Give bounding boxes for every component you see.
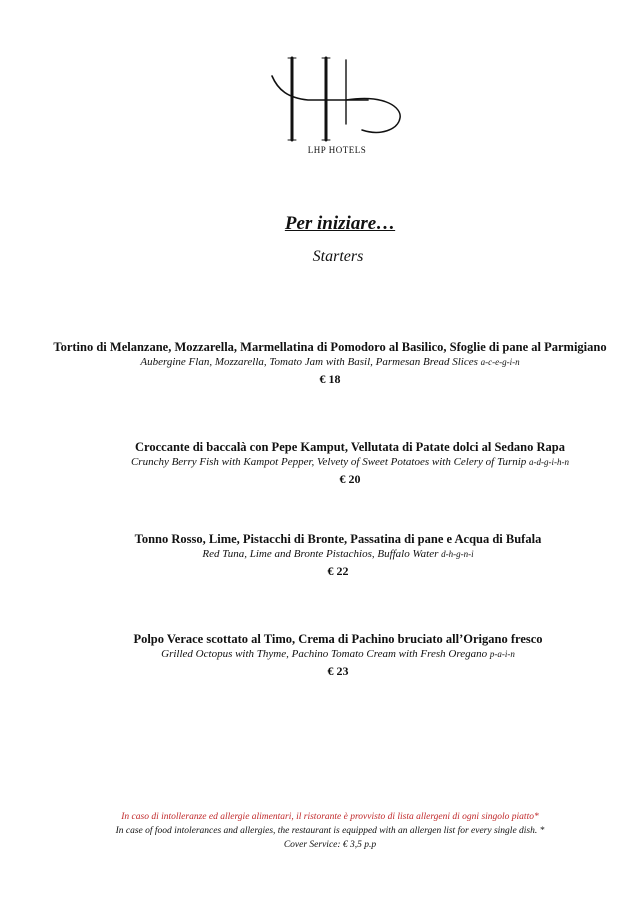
section-subtitle: Starters xyxy=(312,248,364,265)
dish-price: € 18 xyxy=(319,372,341,386)
dish-name-en xyxy=(0,355,640,370)
allergen-codes: a-d-g-i-h-n xyxy=(529,457,570,467)
footer-notes xyxy=(0,810,640,852)
allergen-codes: a-c-e-g-i-n xyxy=(480,357,520,367)
dish-name-en xyxy=(18,647,640,662)
allergen-codes: p-a-i-n xyxy=(489,649,515,659)
menu-item xyxy=(30,439,640,487)
menu-item xyxy=(18,631,640,679)
dish-name-it: Tonno Rosso, Lime, Pistacchi di Bronte, Passatina di pane e Acqua di Bufala xyxy=(134,532,542,546)
allergy-note-en: In case of food intolerances and allergies, the restaurant is equipped with an allergen list for every single dish. * xyxy=(115,826,545,836)
menu-item xyxy=(0,339,640,387)
dish-desc: Aubergine Flan, Mozzarella, Tomato Jam with Basil, Parmesan Bread Slices xyxy=(140,356,478,368)
dish-name-it: Tortino di Melanzane, Mozzarella, Marmellatina di Pomodoro al Basilico, Sfoglie di pane al Parmigiano xyxy=(53,340,607,354)
dish-price: € 20 xyxy=(339,472,361,486)
dish-name-it: Croccante di baccalà con Pepe Kamput, Vellutata di Patate dolci al Sedano Rapa xyxy=(135,440,565,454)
dish-name-it: Polpo Verace scottato al Timo, Crema di Pachino bruciato all’Origano fresco xyxy=(133,632,543,646)
logo-text: LHP HOTELS xyxy=(307,145,367,155)
dish-desc: Red Tuna, Lime and Bronte Pistachios, Buffalo Water xyxy=(202,548,439,560)
menu-item xyxy=(18,531,640,579)
dish-name-en xyxy=(18,547,640,562)
dish-desc: Crunchy Berry Fish with Kampot Pepper, Velvety of Sweet Potatoes with Celery of Turnip xyxy=(130,456,527,468)
section-title: Per iniziare… xyxy=(284,213,396,234)
dish-price: € 23 xyxy=(327,664,349,678)
cover-service: Cover Service: € 3,5 p.p xyxy=(283,840,377,850)
allergy-note-it: In caso di intolleranze ed allergie alimentari, il ristorante è provvisto di lista allergeni di ogni singolo piatto* xyxy=(121,812,539,822)
dish-price: € 22 xyxy=(327,564,349,578)
dish-name-en xyxy=(30,455,640,470)
allergen-codes: d-h-g-n-i xyxy=(441,549,474,559)
dish-desc: Grilled Octopus with Thyme, Pachino Tomato Cream with Fresh Oregano xyxy=(161,648,488,660)
